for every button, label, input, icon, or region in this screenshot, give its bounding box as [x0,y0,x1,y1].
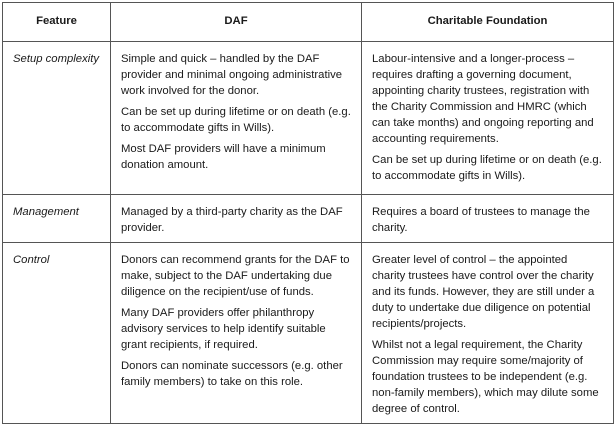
header-daf: DAF [111,3,362,42]
feature-cell: Setup complexity [3,42,111,195]
feature-cell: Management [3,195,111,243]
paragraph: Can be set up during lifetime or on death (e.g. to accommodate gifts in Wills). [372,154,602,182]
paragraph: Greater level of control – the appointed charity trustees have control over the charity and its funds. However, they are still under a duty to undertake due diligence on potential recipients/projects. [372,254,595,330]
daf-cell [111,243,362,424]
paragraph: Labour-intensive and a longer-process – requires drafting a governing document, appointing charity trustees, registration with the Charity Commission and HMRC (which can take months) and ongoing reporting and accounting requirements. [372,53,594,145]
daf-cell [111,42,362,195]
paragraph: Donors can recommend grants for the DAF to make, subject to the DAF undertaking due diligence on the recipient/use of funds. [121,254,350,298]
paragraph: Donors can nominate successors (e.g. other family members) to take on this role. [121,360,343,388]
paragraph: Simple and quick – handled by the DAF provider and minimal ongoing administrative work involved for the donor. [121,53,343,97]
table-row [3,42,614,195]
table-row [3,243,614,424]
daf-cell [111,195,362,243]
foundation-cell [362,42,614,195]
feature-cell: Control [3,243,111,424]
header-feature: Feature [3,3,111,42]
paragraph: Whilst not a legal requirement, the Charity Commission may require some/majority of foundation trustees to be independent (e.g. non-family members), which may dilute some degree of control. [372,339,599,415]
table-row [3,195,614,243]
paragraph: Can be set up during lifetime or on death (e.g. to accommodate gifts in Wills). [121,106,351,134]
paragraph: Most DAF providers will have a minimum donation amount. [121,143,326,171]
paragraph: Managed by a third-party charity as the DAF provider. [121,206,343,234]
comparison-table [2,2,614,424]
header-foundation: Charitable Foundation [362,3,614,42]
foundation-cell [362,195,614,243]
paragraph: Requires a board of trustees to manage the charity. [372,206,590,234]
paragraph: Many DAF providers offer philanthropy advisory services to help identify suitable grant recipients, if required. [121,307,326,351]
header-row [3,3,614,42]
foundation-cell [362,243,614,424]
